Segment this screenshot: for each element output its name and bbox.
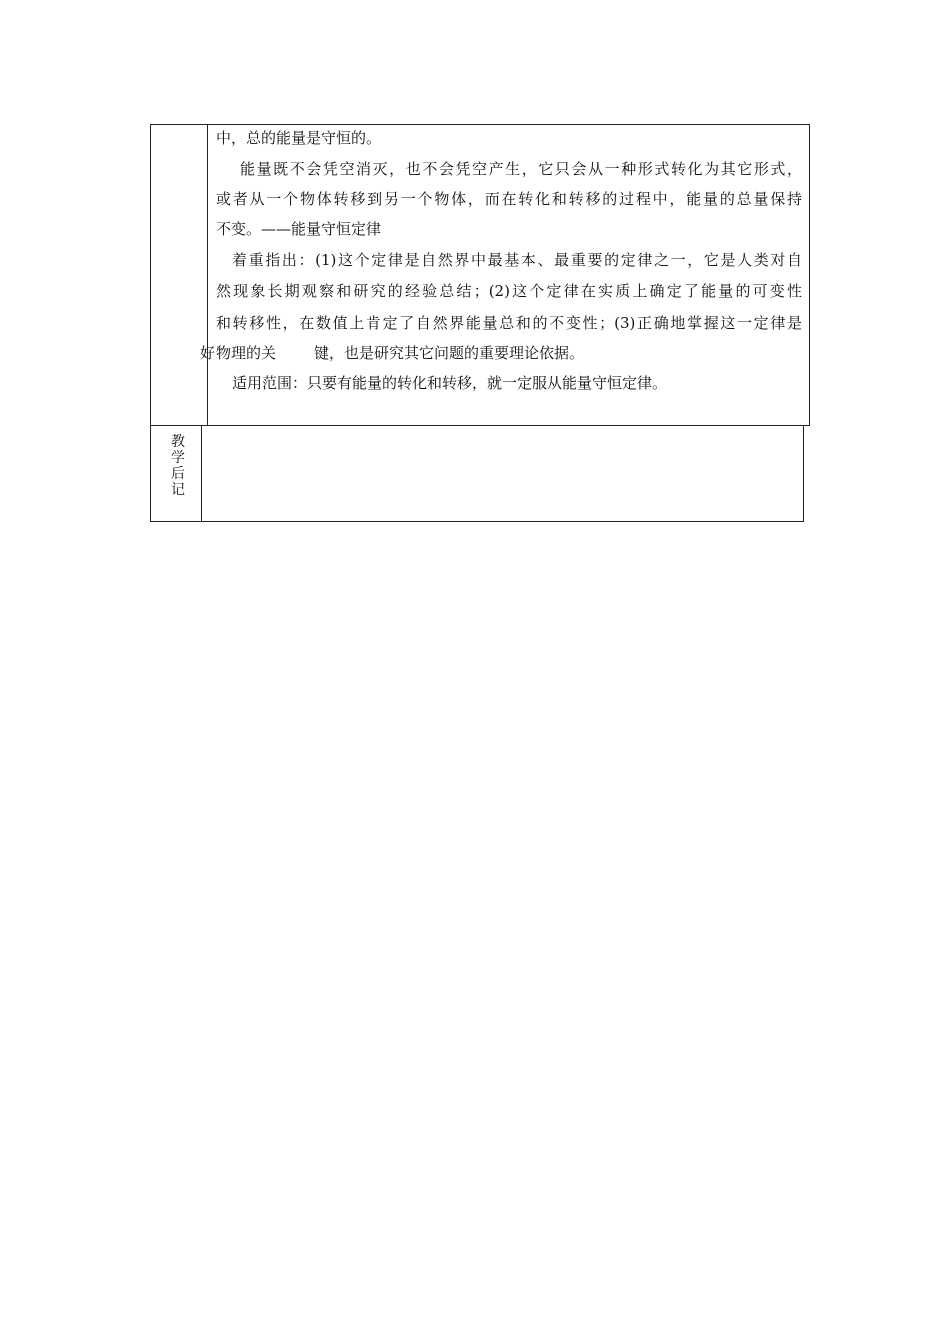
text-line-3: 或者从一个物体转移到另一个物体，而在转化和转移的过程中，能量的总量保持 xyxy=(216,190,802,208)
label-char: 后 xyxy=(171,466,185,482)
label-char: 学 xyxy=(171,450,185,466)
column-divider xyxy=(207,125,208,425)
text-line-8a: 物理的关 xyxy=(216,344,277,362)
text-line-5: 着重指出：(1)这个定律是自然界中最基本、最重要的定律之一，它是人类对自 xyxy=(232,251,802,269)
label-char: 记 xyxy=(171,482,185,498)
text-line-1: 中，总的能量是守恒的。 xyxy=(216,129,382,147)
teaching-notes-label xyxy=(168,434,188,498)
text-line-7: 和转移性，在数值上肯定了自然界能量总和的不变性；(3)正确地掌握这一定律是 xyxy=(216,314,802,332)
column-divider xyxy=(201,426,202,521)
text-line-2: 能量既不会凭空消灭，也不会凭空产生，它只会从一种形式转化为其它形式， xyxy=(240,160,802,178)
text-line-6: 然现象长期观察和研究的经验总结；(2)这个定律在实质上确定了能量的可变性 xyxy=(216,282,802,300)
text-line-4: 不变。——能量守恒定律 xyxy=(216,220,382,238)
text-line-8b: 键，也是研究其它问题的重要理论依据。 xyxy=(314,344,585,362)
teaching-notes-cell-frame xyxy=(150,426,804,522)
text-line-9: 适用范围：只要有能量的转化和转移，就一定服从能量守恒定律。 xyxy=(232,374,668,392)
label-char: 教 xyxy=(171,434,185,450)
overlay-char: 好 xyxy=(200,344,216,362)
